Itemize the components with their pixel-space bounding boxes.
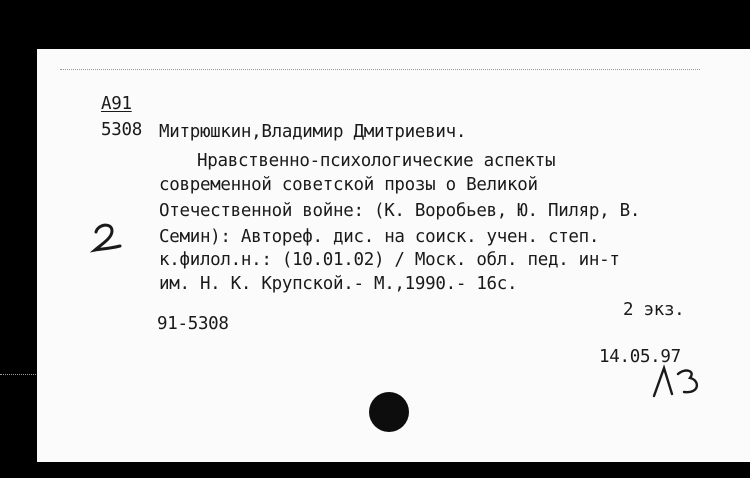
punch-hole (369, 392, 409, 432)
handwritten-mark-right (650, 364, 706, 398)
body-line: современной советской прозы о Великой (159, 175, 538, 195)
body-line: Семин): Автореф. дис. на соиск. учен. степ. (159, 227, 600, 247)
date-stamp: 14.05.97 (599, 347, 681, 367)
shelf-mark: А91 (101, 94, 132, 114)
copies-count: 2 экз. (623, 300, 685, 320)
body-line: им. Н. К. Крупской.- М.,1990.- 16с. (159, 274, 518, 294)
author-heading: Митрюшкин,Владимир Дмитриевич. (159, 122, 467, 142)
body-line: Нравственно-психологические аспекты (197, 151, 556, 171)
inventory-number: 91-5308 (157, 314, 229, 334)
body-line: Отечественной войне: (К. Воробьев, Ю. Пиляр, В. (159, 201, 641, 221)
handwritten-mark-left (90, 222, 126, 256)
scan-line (60, 69, 700, 70)
scan-line (0, 374, 36, 375)
body-line: к.филол.н.: (10.01.02) / Моск. обл. пед. ин-т (159, 250, 620, 270)
accession-number: 5308 (101, 120, 142, 140)
